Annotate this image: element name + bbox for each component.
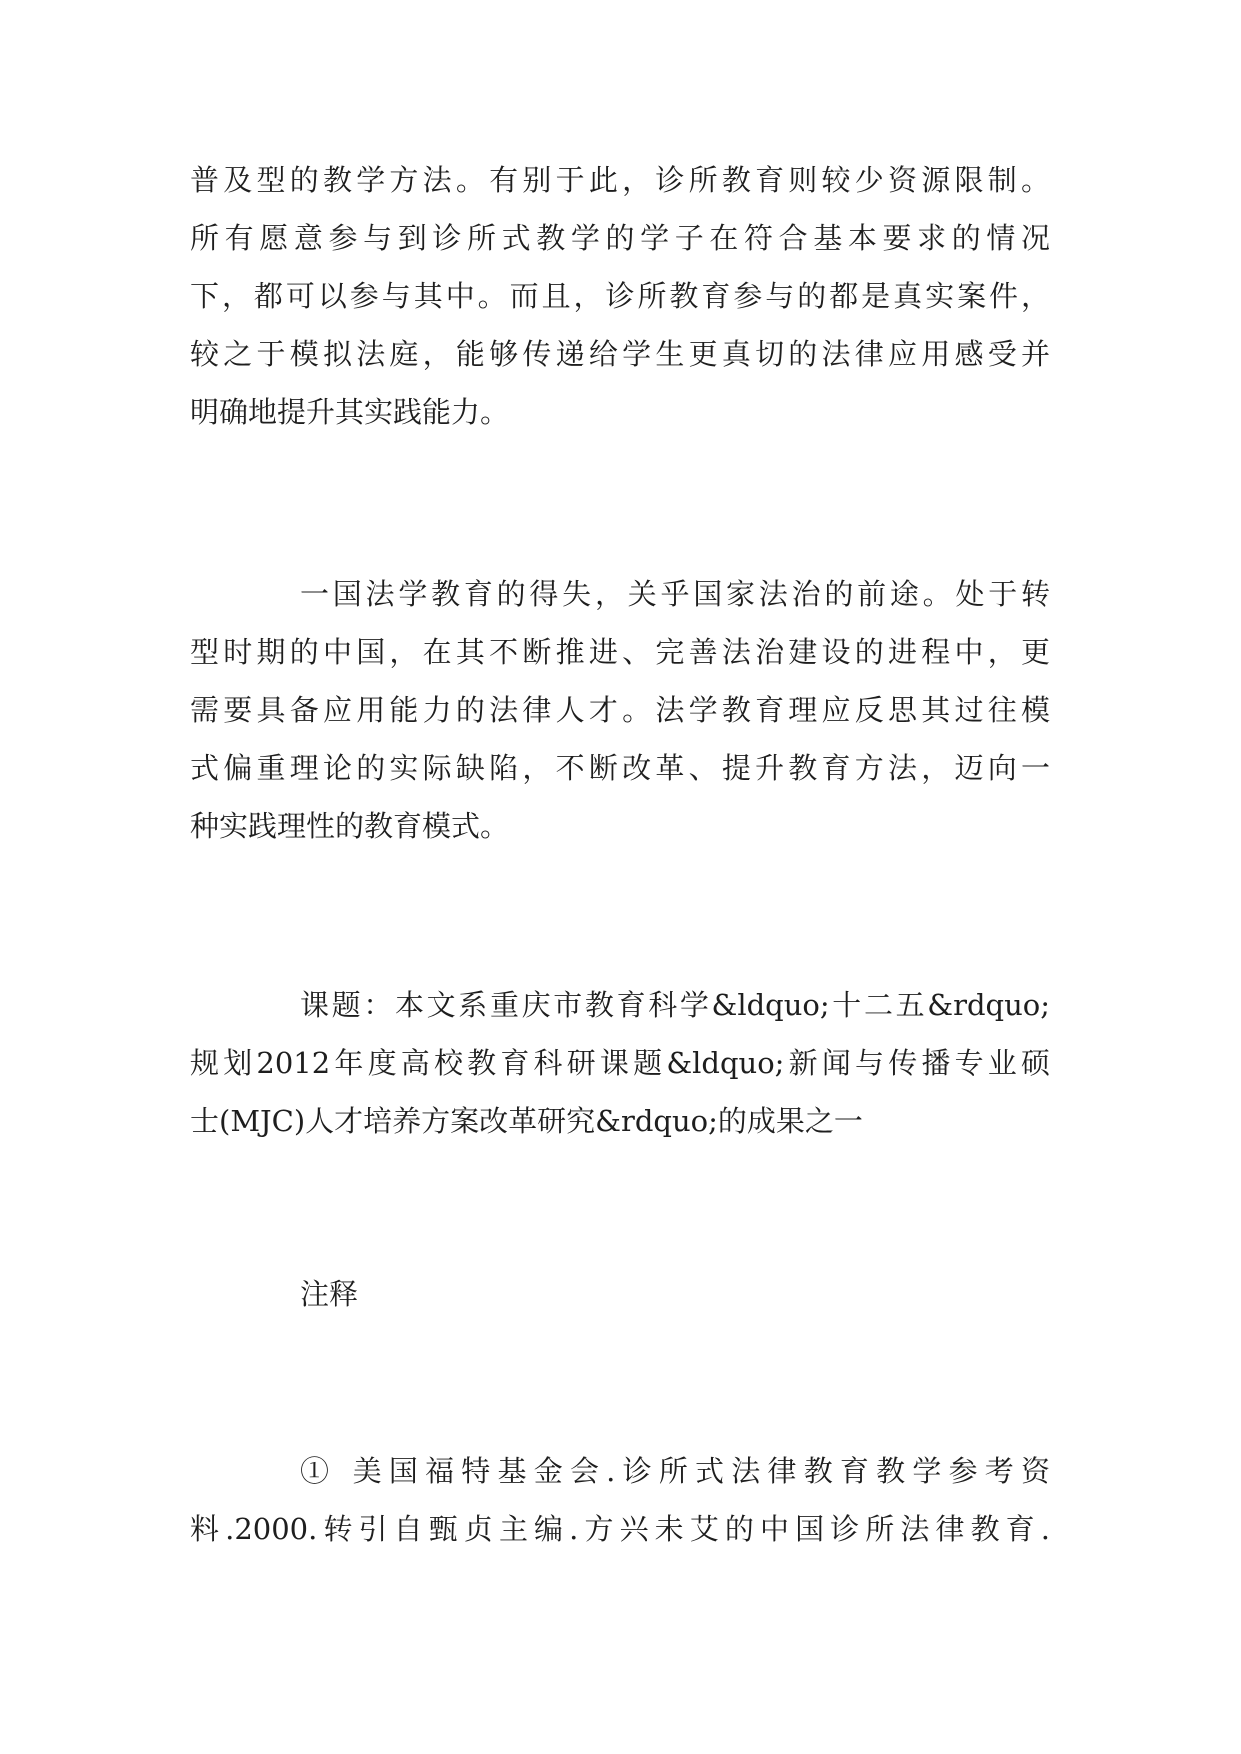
text-line: 下，都可以参与其中。而且，诊所教育参与的都是真实案件， (190, 279, 1050, 313)
text-line: 普及型的教学方法。有别于此，诊所教育则较少资源限制。 (190, 163, 1050, 197)
text-line: 料.2000.转引自甄贞主编.方兴未艾的中国诊所法律教育. (190, 1512, 1050, 1546)
text-line: 较之于模拟法庭，能够传递给学生更真切的法律应用感受并 (190, 337, 1050, 371)
text-line: 规划2012年度高校教育科研课题&ldquo;新闻与传播专业硕 (190, 1046, 1050, 1080)
text-line: 式偏重理论的实际缺陷，不断改革、提升教育方法，迈向一 (190, 751, 1050, 785)
text-line: 所有愿意参与到诊所式教学的学子在符合基本要求的情况 (190, 221, 1050, 255)
text-line: 需要具备应用能力的法律人才。法学教育理应反思其过往模 (190, 693, 1050, 727)
text-line: 一国法学教育的得失，关乎国家法治的前途。处于转 (300, 577, 1050, 611)
text-line: 明确地提升其实践能力。 (190, 395, 510, 429)
text-line: 课题：本文系重庆市教育科学&ldquo;十二五&rdquo; (300, 988, 1050, 1022)
footnote-1 (190, 1442, 1050, 1558)
paragraph-project-note (190, 976, 1050, 1150)
text-line: 型时期的中国，在其不断推进、完善法治建设的进程中，更 (190, 635, 1050, 669)
text-line: 士(MJC)人才培养方案改革研究&rdquo;的成果之一 (190, 1104, 863, 1138)
paragraph-clinic-education (190, 151, 1050, 441)
text-line: 种实践理性的教育模式。 (190, 809, 510, 843)
notes-heading (190, 1265, 1050, 1323)
paragraph-conclusion (190, 565, 1050, 855)
text-line: ① 美国福特基金会.诊所式法律教育教学参考资 (300, 1454, 1050, 1488)
text-line: 注释 (300, 1277, 359, 1311)
